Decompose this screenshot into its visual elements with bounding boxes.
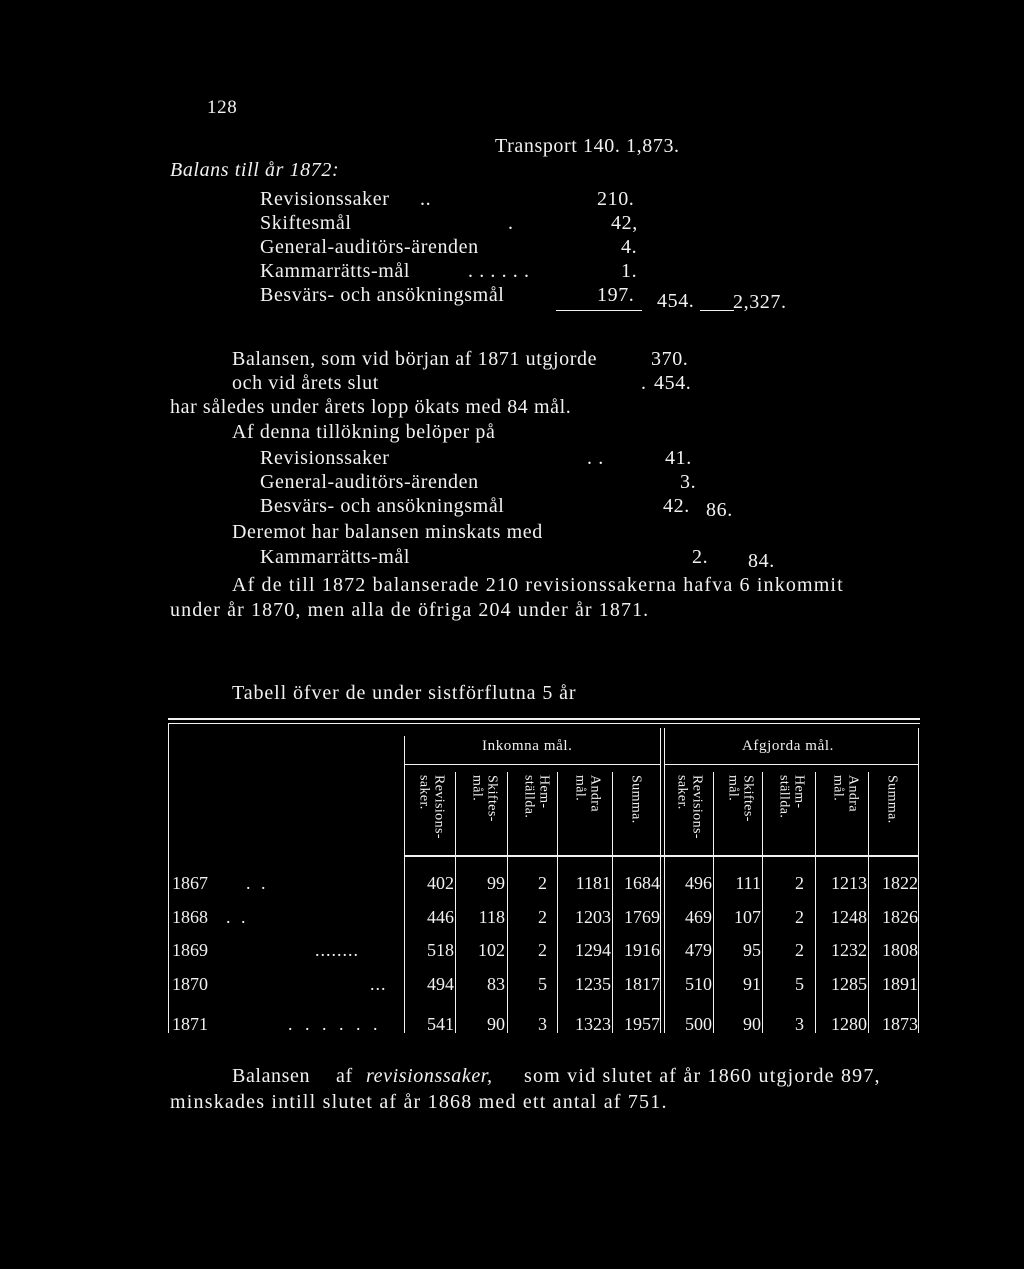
table-cell: 5 <box>538 974 547 994</box>
table-cell: 446 <box>427 907 454 927</box>
footer-line: minskades intill slutet af år 1868 med ett antal af 751. <box>170 1091 668 1113</box>
para-line: under år 1870, men alla de öfriga 204 under år 1871. <box>170 599 650 621</box>
decrease-value: 2. <box>692 546 709 568</box>
table-border <box>404 736 405 1033</box>
table-border <box>918 728 919 1033</box>
increase-leader: . . <box>587 447 604 469</box>
column-header: Skiftes- mål. <box>469 775 500 822</box>
balance-item-leader: .. <box>420 188 432 210</box>
table-cell: 1817 <box>624 974 660 994</box>
table-cell: 500 <box>685 1014 712 1034</box>
table-top-rule <box>168 723 920 724</box>
table-cell: 2 <box>795 940 804 960</box>
column-header: Summa. <box>884 775 900 824</box>
footer-word: af <box>336 1065 353 1087</box>
table-cell: 83 <box>487 974 505 994</box>
table-border <box>168 724 169 1033</box>
table-cell: 2 <box>538 907 547 927</box>
row-leader: . . <box>246 873 269 893</box>
column-separator <box>557 772 558 1033</box>
table-cell: 90 <box>743 1014 761 1034</box>
table-cell: 1808 <box>882 940 918 960</box>
table-cell: 1323 <box>575 1014 611 1034</box>
table-cell: 90 <box>487 1014 505 1034</box>
table-cell: 5 <box>795 974 804 994</box>
table-top-rule <box>168 718 920 720</box>
total-rule <box>700 310 734 311</box>
para-value: 454. <box>654 372 692 394</box>
column-separator <box>815 772 816 1033</box>
row-leader: ... <box>370 974 387 994</box>
table-cell: 469 <box>685 907 712 927</box>
table-cell: 102 <box>478 940 505 960</box>
footer-word: som vid slutet af år 1860 utgjorde 897, <box>524 1065 881 1087</box>
table-cell: 2 <box>538 873 547 893</box>
decrease-label: Kammarrätts-mål <box>260 546 411 568</box>
row-leader: ........ <box>315 940 359 960</box>
table-cell: 1294 <box>575 940 611 960</box>
column-header: Revisions- saker. <box>416 775 447 839</box>
increase-label: General-auditörs-ärenden <box>260 471 479 493</box>
page-number: 128 <box>207 97 238 118</box>
table-cell: 3 <box>795 1014 804 1034</box>
increase-label: Besvärs- och ansökningsmål <box>260 495 505 517</box>
balance-item-value: 197. <box>597 284 635 306</box>
balance-item-leader: . <box>508 212 514 234</box>
table-cell: 1873 <box>882 1014 918 1034</box>
table-cell: 1235 <box>575 974 611 994</box>
table-cell: 2 <box>795 873 804 893</box>
increase-total: 86. <box>706 499 733 521</box>
header-body-rule <box>404 855 918 857</box>
table-cell: 99 <box>487 873 505 893</box>
balance-heading: Balans till år 1872: <box>170 159 340 181</box>
para-line: Af de till 1872 balanserade 210 revisionssakerna hafva 6 inkommit <box>232 574 844 596</box>
balance-item-value: 4. <box>621 236 638 258</box>
para-line: Af denna tillökning belöper på <box>232 421 496 443</box>
net-change: 84. <box>748 550 775 572</box>
column-header: Andra mål. <box>572 775 603 812</box>
table-cell: 111 <box>735 873 761 893</box>
subtotal-rule <box>556 310 642 311</box>
row-leader: . . . . . . <box>288 1014 382 1034</box>
column-header: Hem- ställda. <box>776 775 807 819</box>
balance-item-label: Skiftesmål <box>260 212 352 234</box>
column-separator <box>507 772 508 1033</box>
balance-item-value: 1. <box>621 260 638 282</box>
column-header: Andra mål. <box>830 775 861 812</box>
table-cell: 402 <box>427 873 454 893</box>
table-cell: 2 <box>538 940 547 960</box>
table-cell: 518 <box>427 940 454 960</box>
table-title: Tabell öfver de under sistförflutna 5 år <box>232 682 577 704</box>
balance-item-label: Kammarrätts-mål <box>260 260 411 282</box>
table-cell: 479 <box>685 940 712 960</box>
table-cell: 2 <box>795 907 804 927</box>
table-cell: 1213 <box>831 873 867 893</box>
column-header: Revisions- saker. <box>674 775 705 839</box>
group-header-afgjorda: Afgjorda mål. <box>742 738 834 754</box>
row-year: 1868 <box>172 907 208 927</box>
para-line: Balansen, som vid början af 1871 utgjorde <box>232 348 598 370</box>
balance-item-value: 210. <box>597 188 635 210</box>
row-year: 1870 <box>172 974 208 994</box>
table-cell: 91 <box>743 974 761 994</box>
table-cell: 1826 <box>882 907 918 927</box>
group-header-inkomna: Inkomna mål. <box>482 738 573 754</box>
table-cell: 1232 <box>831 940 867 960</box>
balance-item-label: General-auditörs-ärenden <box>260 236 479 258</box>
table-cell: 496 <box>685 873 712 893</box>
row-year: 1869 <box>172 940 208 960</box>
column-separator <box>762 772 763 1033</box>
balance-item-label: Revisionssaker <box>260 188 390 210</box>
balance-total: 2,327. <box>733 291 787 313</box>
table-cell: 494 <box>427 974 454 994</box>
table-cell: 541 <box>427 1014 454 1034</box>
table-cell: 1822 <box>882 873 918 893</box>
table-cell: 1280 <box>831 1014 867 1034</box>
para-value: 370. <box>651 348 689 370</box>
table-cell: 1285 <box>831 974 867 994</box>
table-cell: 1248 <box>831 907 867 927</box>
table-cell: 1684 <box>624 873 660 893</box>
para-line: och vid årets slut <box>232 372 379 394</box>
increase-label: Revisionssaker <box>260 447 390 469</box>
balance-subtotal: 454. <box>657 290 695 312</box>
column-header: Skiftes- mål. <box>725 775 756 822</box>
balance-item-label: Besvärs- och ansökningsmål <box>260 284 505 306</box>
increase-value: 42. <box>663 495 690 517</box>
column-header: Hem- ställda. <box>521 775 552 819</box>
column-separator <box>868 772 869 1033</box>
group-rule <box>664 764 918 765</box>
balance-item-value: 42, <box>611 212 638 234</box>
group-rule <box>404 764 660 765</box>
table-border <box>660 728 661 1033</box>
table-cell: 107 <box>734 907 761 927</box>
table-cell: 1916 <box>624 940 660 960</box>
table-cell: 1957 <box>624 1014 660 1034</box>
row-year: 1867 <box>172 873 208 893</box>
table-cell: 1203 <box>575 907 611 927</box>
row-year: 1871 <box>172 1014 208 1034</box>
column-header: Summa. <box>628 775 644 824</box>
transport-line: Transport 140. 1,873. <box>495 135 680 157</box>
table-cell: 95 <box>743 940 761 960</box>
table-cell: 1891 <box>882 974 918 994</box>
column-separator <box>612 772 613 1033</box>
increase-value: 41. <box>665 447 692 469</box>
table-border <box>664 728 665 1033</box>
column-separator <box>713 772 714 1033</box>
table-cell: 1181 <box>575 873 611 893</box>
balance-item-leader: . . . . . . <box>468 260 530 282</box>
footer-word: Balansen <box>232 1065 311 1087</box>
table-cell: 1769 <box>624 907 660 927</box>
table-cell: 3 <box>538 1014 547 1034</box>
row-leader: . . <box>226 907 249 927</box>
table-cell: 510 <box>685 974 712 994</box>
footer-emphasis: revisionssaker, <box>366 1065 493 1087</box>
para-leader: . <box>641 372 647 394</box>
increase-value: 3. <box>680 471 697 493</box>
para-line: har således under årets lopp ökats med 84 mål. <box>170 396 572 418</box>
column-separator <box>455 772 456 1033</box>
para-line: Deremot har balansen minskats med <box>232 521 543 543</box>
table-cell: 118 <box>478 907 505 927</box>
